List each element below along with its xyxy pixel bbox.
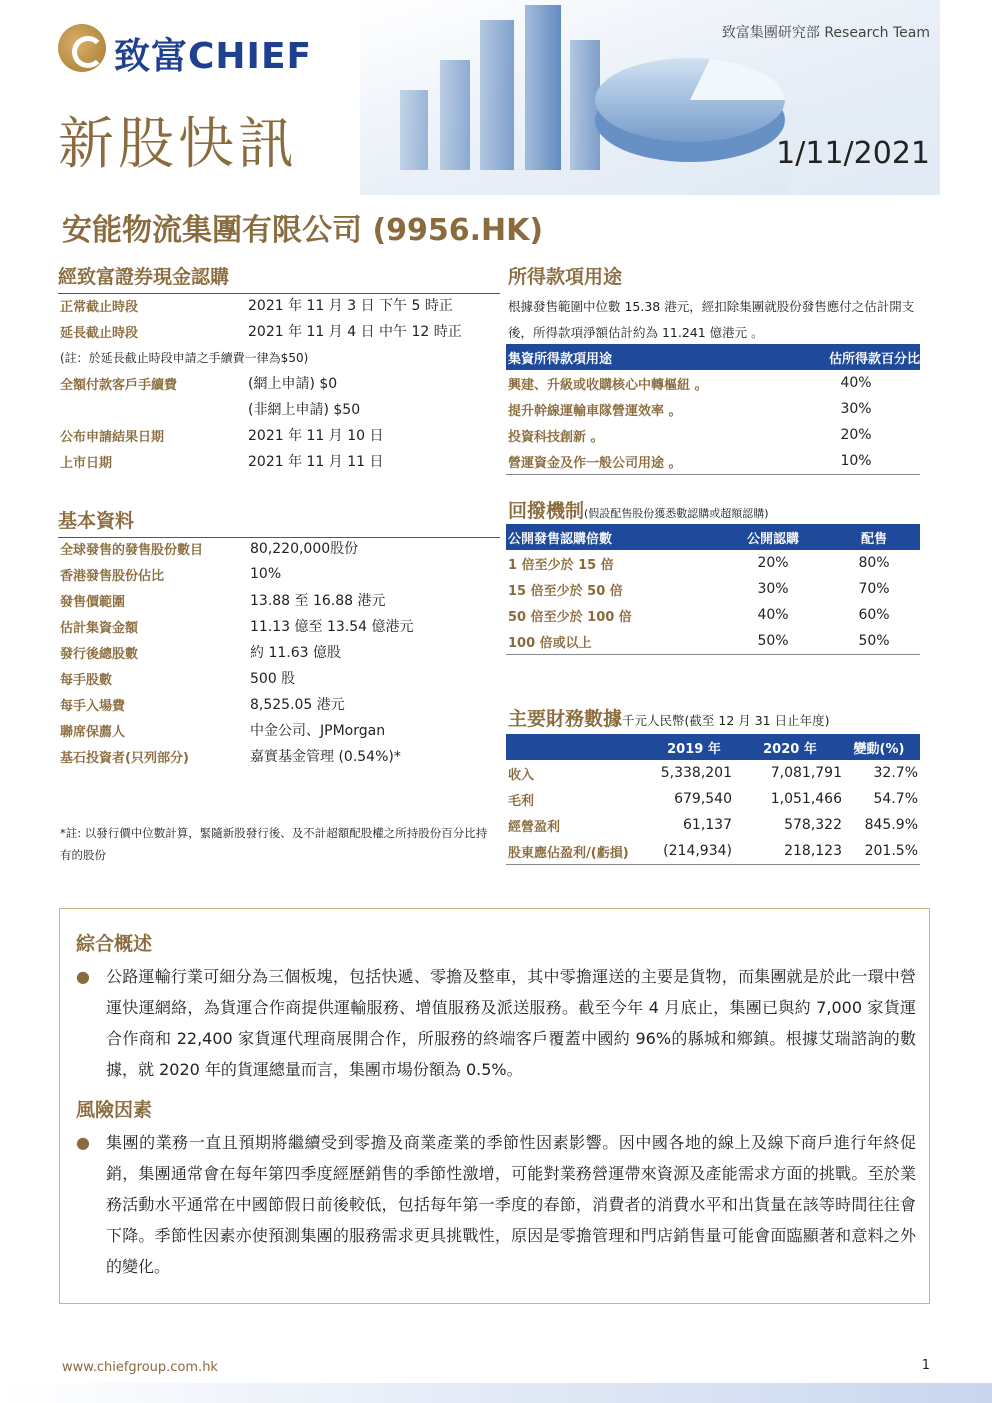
table-row bbox=[506, 576, 920, 602]
bullet-icon: ● bbox=[76, 1133, 90, 1152]
footer-website-link[interactable]: www.chiefgroup.com.hk bbox=[62, 1360, 218, 1375]
field-value: 8,525.05 港元 bbox=[250, 697, 345, 713]
field-value: 2021 年 11 月 4 日 中午 12 時正 bbox=[248, 324, 462, 340]
proceeds-section-title: 所得款項用途 bbox=[508, 266, 623, 288]
table-row bbox=[506, 760, 920, 786]
subscription-list bbox=[60, 292, 500, 474]
field-label: 基石投資者(只列部分) bbox=[60, 750, 189, 766]
table-cell: 興建、升級或收購核心中轉樞紐 。 bbox=[508, 377, 708, 393]
table-row bbox=[506, 396, 920, 422]
bullet-icon: ● bbox=[76, 967, 90, 986]
field-label: 公布申請結果日期 bbox=[60, 429, 165, 445]
table-row bbox=[506, 838, 920, 865]
overview-text: 公路運輸行業可細分為三個板塊，包括快遞、零擔及整車，其中零擔運送的主要是貨物，而集團就是於此一環中營運快運網絡，為貨運合作商提供運輸服務、增值服務及派送服務。截至今年 4 月底止，集團已與約 7,000 家貨運合作商和 22,400 家貨運代理商展開合作，所服務的終端客戶覆蓋中國約 96%的縣城和鄉鎮。根據艾瑞諮詢的數據，就 2020 年的貨運總量而言，集團市場份額為 0.5%。 bbox=[106, 967, 916, 1079]
field-value: 2021 年 11 月 11 日 bbox=[248, 454, 384, 470]
column-header: 配售 bbox=[860, 531, 887, 547]
table-row bbox=[506, 448, 920, 475]
field-label: 發行後總股數 bbox=[60, 646, 139, 662]
field-label: 每手入場費 bbox=[60, 698, 126, 714]
table-cell: 50% bbox=[757, 633, 789, 649]
table-cell: 218,123 bbox=[784, 843, 842, 859]
field-value: (網上申請) $0 bbox=[248, 376, 338, 392]
table-cell: 5,338,201 bbox=[660, 765, 732, 781]
report-date: 1/11/2021 bbox=[776, 136, 930, 171]
clawback-heading bbox=[508, 496, 920, 527]
proceeds-table bbox=[506, 344, 920, 475]
table-cell: 60% bbox=[858, 607, 890, 623]
field-value: (非網上申請) $50 bbox=[248, 402, 361, 418]
basic-info-list bbox=[60, 535, 500, 769]
field-label: 發售價範圍 bbox=[60, 594, 126, 610]
clawback-section-title: 回撥機制 bbox=[508, 500, 585, 522]
table-cell: 股東應佔盈利/(虧損) bbox=[508, 845, 629, 861]
table-row bbox=[506, 812, 920, 838]
table-row bbox=[506, 628, 920, 655]
table-cell: 1,051,466 bbox=[770, 791, 842, 807]
table-row bbox=[506, 550, 920, 576]
column-header: 變動(%) bbox=[853, 741, 905, 757]
table-row bbox=[506, 422, 920, 448]
field-value: 2021 年 11 月 10 日 bbox=[248, 428, 384, 444]
table-row bbox=[506, 370, 920, 396]
field-label: 延長截止時段 bbox=[60, 325, 139, 341]
column-header: 2020 年 bbox=[763, 741, 817, 757]
table-cell: 100 倍或以上 bbox=[508, 635, 592, 651]
page-number: 1 bbox=[921, 1358, 930, 1373]
field-value: 80,220,000股份 bbox=[250, 541, 359, 557]
field-value: 嘉實基金管理 (0.54%)* bbox=[250, 749, 401, 765]
footer-bar bbox=[0, 1383, 992, 1403]
logo-text: 致富CHIEF bbox=[114, 36, 313, 77]
table-cell: 7,081,791 bbox=[770, 765, 842, 781]
field-value: 13.88 至 16.88 港元 bbox=[250, 593, 386, 609]
column-header: 公開發售認購倍數 bbox=[508, 531, 613, 547]
table-cell: 40% bbox=[840, 375, 872, 391]
table-cell: 578,322 bbox=[784, 817, 842, 833]
department-label: 致富集團研究部 Research Team bbox=[721, 25, 930, 41]
clawback-table bbox=[506, 524, 920, 655]
table-cell: 營運資金及作一般公司用途 。 bbox=[508, 455, 682, 471]
financials-table bbox=[506, 734, 920, 865]
table-cell: 61,137 bbox=[683, 817, 732, 833]
company-name: 安能物流集團有限公司 (9956.HK) bbox=[62, 213, 544, 248]
field-value: 2021 年 11 月 3 日 下午 5 時正 bbox=[248, 298, 453, 314]
field-label: 全球發售的發售股份數目 bbox=[60, 542, 204, 558]
page-title: 新股快訊 bbox=[58, 112, 298, 177]
table-cell: 10% bbox=[840, 453, 872, 469]
table-cell: 70% bbox=[858, 581, 890, 597]
table-cell: 32.7% bbox=[873, 765, 918, 781]
table-cell: 50% bbox=[858, 633, 890, 649]
table-cell: 15 倍至少於 50 倍 bbox=[508, 583, 623, 599]
financials-heading bbox=[508, 704, 922, 731]
overview-title: 綜合概述 bbox=[76, 933, 153, 955]
table-cell: 50 倍至少於 100 倍 bbox=[508, 609, 632, 625]
table-cell: 經營盈利 bbox=[508, 819, 561, 835]
table-cell: 30% bbox=[840, 401, 872, 417]
clawback-subtitle: (假設配售股份獲悉數認購或超額認購) bbox=[584, 507, 769, 520]
field-label: 全額付款客戶手續費 bbox=[60, 377, 178, 393]
column-header: 集資所得款項用途 bbox=[508, 351, 613, 367]
logo-icon bbox=[58, 24, 106, 72]
column-header: 2019 年 bbox=[667, 741, 721, 757]
fee-note: (註：於延長截止時段申請之手續費一律為$50) bbox=[60, 350, 309, 365]
table-row bbox=[506, 786, 920, 812]
financials-subtitle: 千元人民幣(截至 12 月 31 日止年度) bbox=[622, 713, 830, 728]
column-header: 公開認購 bbox=[746, 531, 799, 547]
field-value: 500 股 bbox=[250, 671, 296, 687]
table-cell: 1 倍至少於 15 倍 bbox=[508, 557, 614, 573]
basic-info-footnote: *註: 以發行價中位數計算，緊隨新股發行後、及不計超額配股權之所持股份百分比持有的股份 bbox=[60, 826, 488, 862]
table-cell: 20% bbox=[757, 555, 789, 571]
field-label: 正常截止時段 bbox=[60, 299, 139, 315]
field-label: 上市日期 bbox=[60, 455, 113, 471]
table-cell: 提升幹線運輸車隊營運效率 。 bbox=[508, 403, 682, 419]
basic-info-section-title: 基本資料 bbox=[58, 506, 500, 538]
risk-text: 集團的業務一直且預期將繼續受到零擔及商業產業的季節性因素影響。因中國各地的線上及線下商戶進行年終促銷，集團通常會在每年第四季度經歷銷售的季節性激增，可能對業務營運帶來資源及產能需求方面的挑戰。至於業務活動水平通常在中國節假日前後較低，包括每年第一季度的春節，消費者的消費水平和出貨量在該等時間往往會下降。季節性因素亦使預測集團的服務需求更具挑戰性，原因是零擔管理和門店銷售量可能會面臨顯著和意料之外的變化。 bbox=[106, 1133, 916, 1276]
table-cell: 收入 bbox=[508, 767, 535, 783]
field-label: 估計集資金額 bbox=[60, 620, 139, 636]
field-value: 11.13 億至 13.54 億港元 bbox=[250, 619, 414, 635]
field-value: 10% bbox=[250, 566, 282, 582]
table-cell: 投資科技創新 。 bbox=[508, 429, 604, 445]
table-cell: (214,934) bbox=[663, 843, 732, 859]
proceeds-intro: 根據發售範圍中位數 15.38 港元，經扣除集團就股份發售應付之估計開支後，所得款項淨額估計約為 11.241 億港元 。 bbox=[508, 299, 915, 340]
table-cell: 201.5% bbox=[864, 843, 918, 859]
summary-box bbox=[59, 908, 930, 1304]
field-label: 每手股數 bbox=[60, 672, 113, 688]
financials-section-title: 主要財務數據 bbox=[508, 708, 623, 730]
table-cell: 679,540 bbox=[674, 791, 732, 807]
field-label: 聯席保薦人 bbox=[60, 724, 126, 740]
column-header: 估所得款百分比 bbox=[828, 351, 920, 367]
table-cell: 30% bbox=[757, 581, 789, 597]
table-cell: 54.7% bbox=[873, 791, 918, 807]
table-cell: 40% bbox=[757, 607, 789, 623]
risk-title: 風險因素 bbox=[76, 1099, 153, 1121]
table-cell: 20% bbox=[840, 427, 872, 443]
table-cell: 毛利 bbox=[508, 793, 535, 809]
table-cell: 845.9% bbox=[864, 817, 918, 833]
field-value: 中金公司、JPMorgan bbox=[250, 723, 386, 739]
table-row bbox=[506, 602, 920, 628]
table-cell: 80% bbox=[858, 555, 890, 571]
field-value: 約 11.63 億股 bbox=[250, 645, 341, 661]
subscription-section-title: 經致富證券現金認購 bbox=[58, 262, 500, 294]
field-label: 香港發售股份佔比 bbox=[60, 568, 165, 584]
